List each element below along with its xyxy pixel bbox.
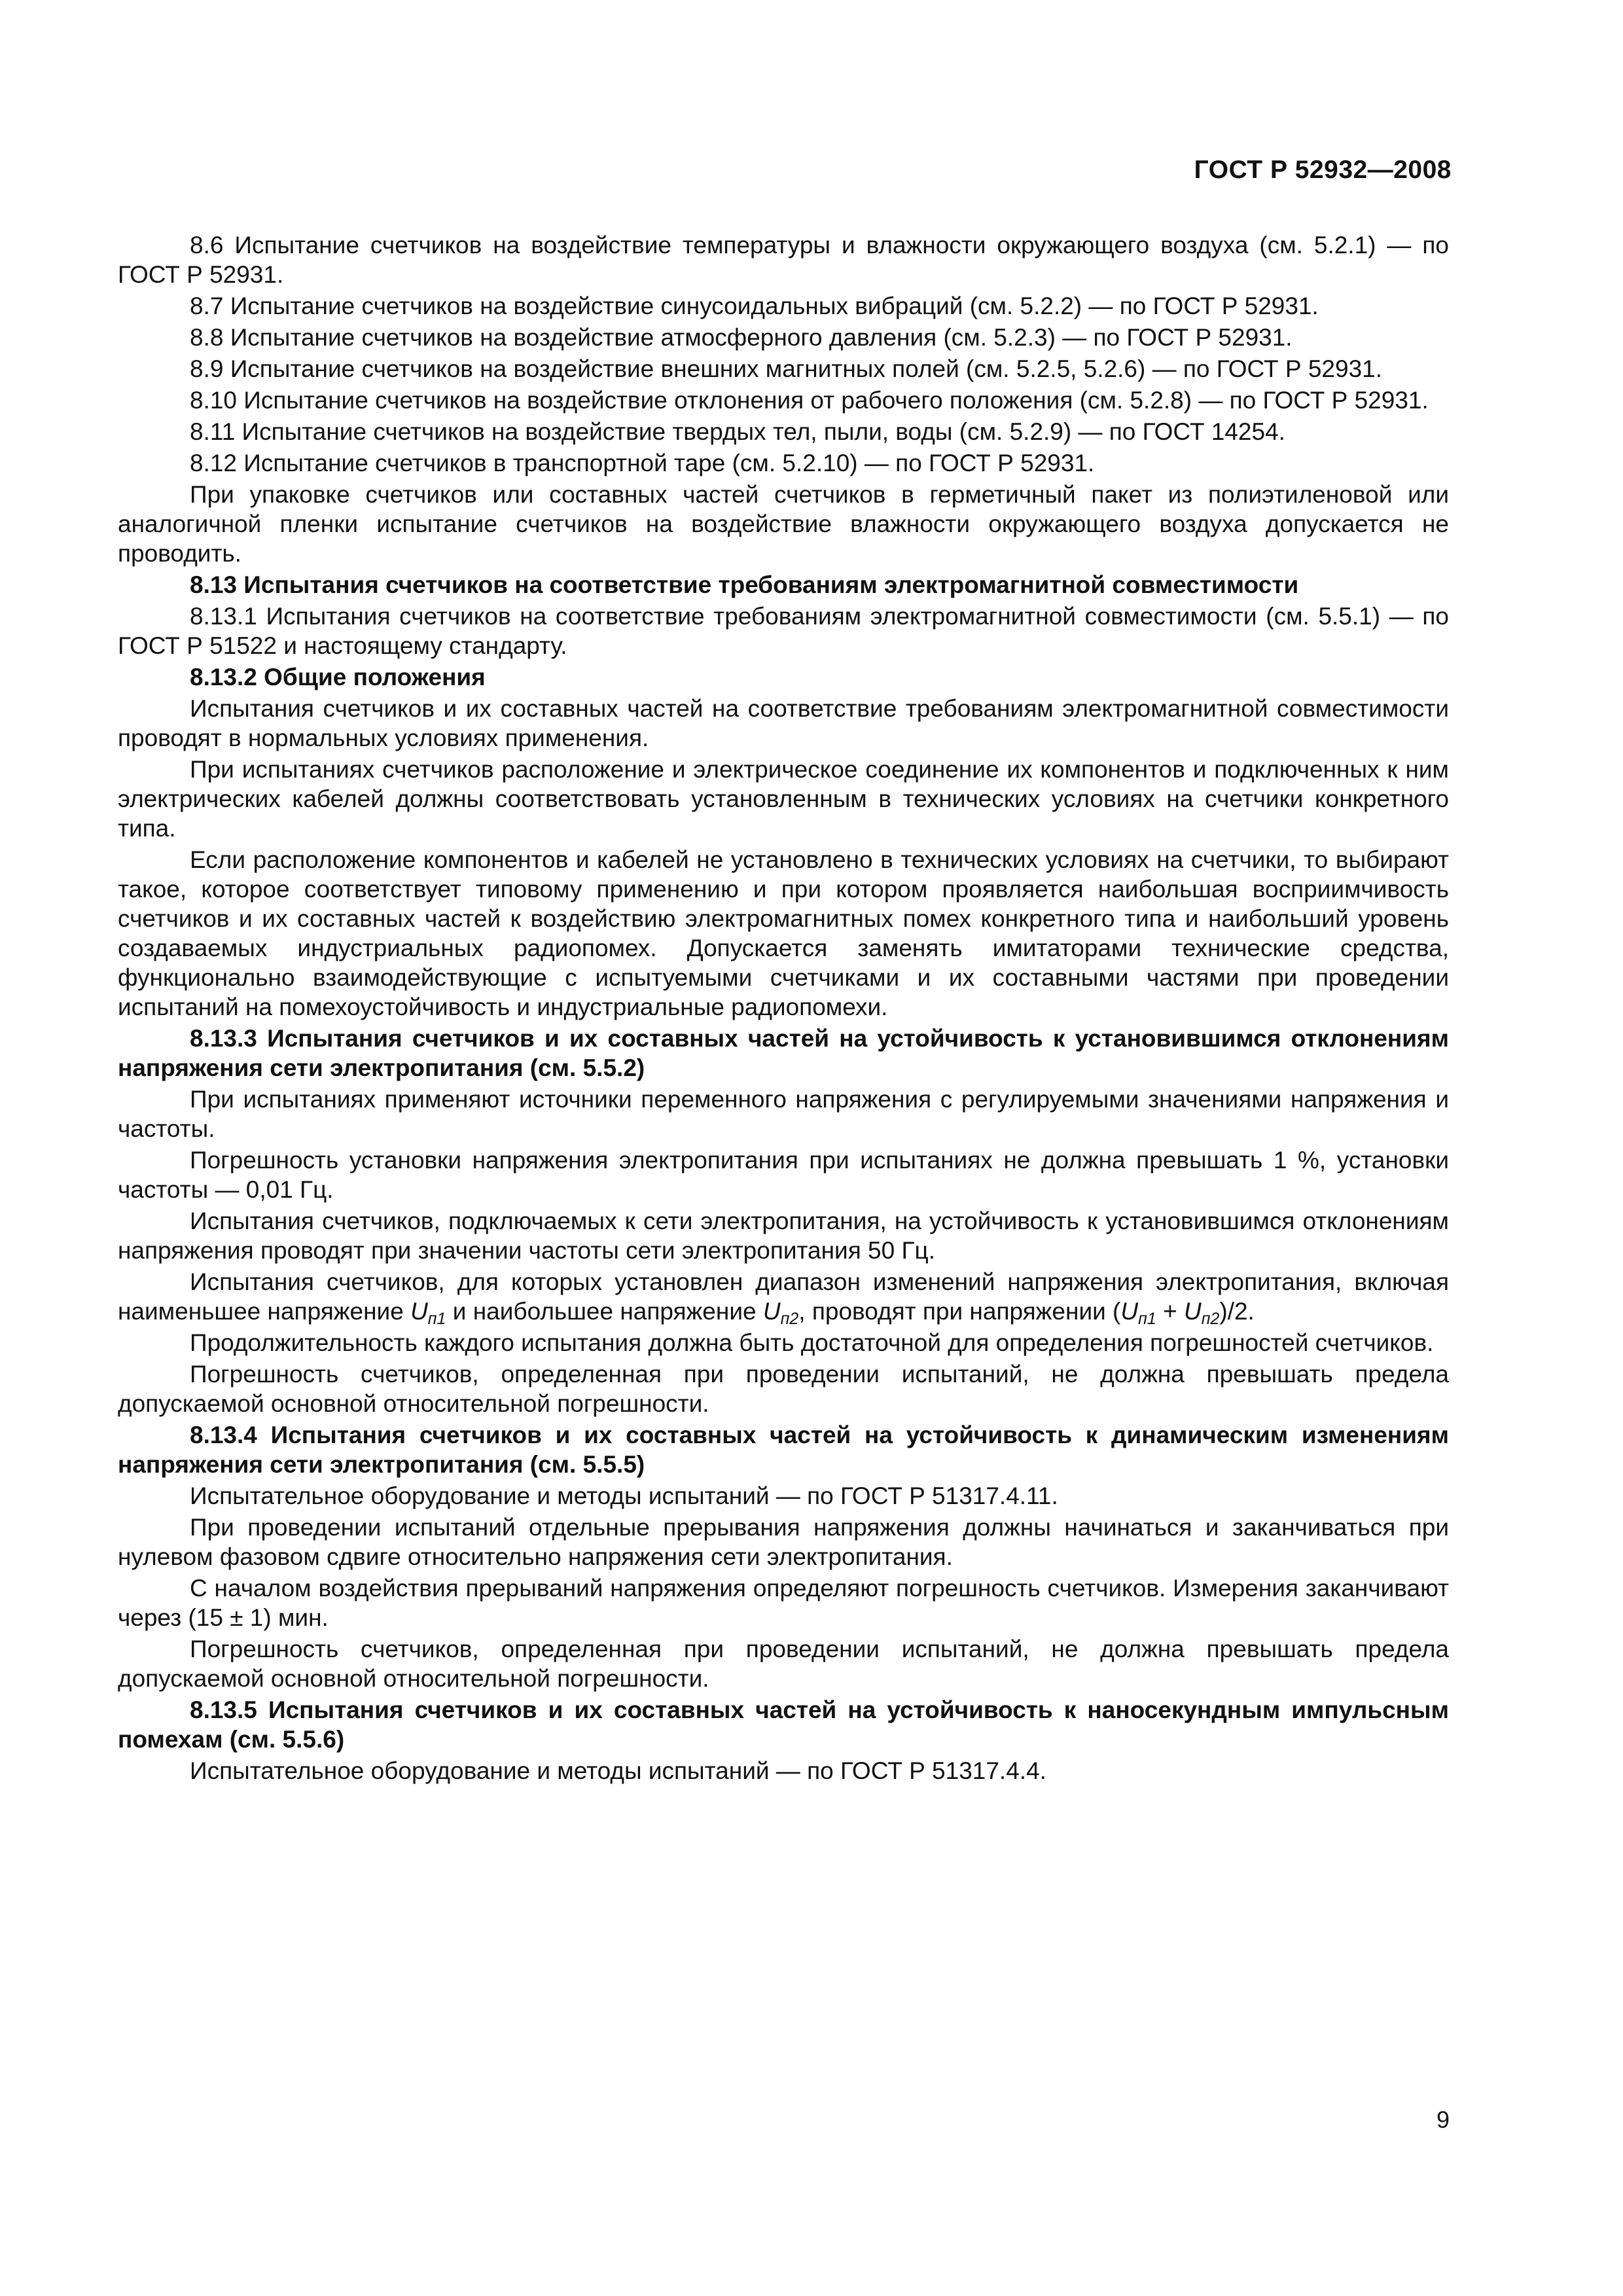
formula-text-2: и наибольшее напряжение	[446, 1298, 763, 1325]
clause-8-10: 8.10 Испытание счетчиков на воздействие отклонения от рабочего положения (см. 5.2.8) — по ГОСТ Р 52931.	[190, 387, 1429, 414]
clause-8-9: 8.9 Испытание счетчиков на воздействие внешних магнитных полей (см. 5.2.5, 5.2.6) — по ГОСТ Р 52931.	[190, 355, 1383, 382]
voltage-formula-paragraph	[118, 1267, 1449, 1326]
section-heading-8-13-2: 8.13.2 Общие положения	[190, 664, 486, 691]
voltage-paragraph-1: При испытаниях применяют источники переменного напряжения с регулируемыми значениями напряжения и частоты.	[118, 1086, 1449, 1142]
formula-text-3: , проводят при напряжении (	[798, 1298, 1121, 1325]
section-heading-8-13-5: 8.13.5 Испытания счетчиков и их составных частей на устойчивость к наносекундным импульсным помехам (см. 5.5.6)	[118, 1696, 1449, 1753]
formula-text-4: )/2.	[1219, 1298, 1255, 1325]
error-paragraph-2: Погрешность счетчиков, определенная при проведении испытаний, не должна превышать предела допускаемой основной относительной погрешности.	[118, 1636, 1449, 1692]
voltage-paragraph-3: Испытания счетчиков, подключаемых к сети электропитания, на устойчивость к установившимся отклонениям напряжения проводят при значении частоты сети электропитания 50 Гц.	[118, 1208, 1449, 1264]
clause-8-8: 8.8 Испытание счетчиков на воздействие атмосферного давления (см. 5.2.3) — по ГОСТ Р 52931.	[190, 324, 1293, 351]
voltage-paragraph-2: Погрешность установки напряжения электропитания при испытаниях не должна превышать 1 %, установки частоты — 0,01 Гц.	[118, 1147, 1449, 1203]
clause-8-6: 8.6 Испытание счетчиков на воздействие температуры и влажности окружающего воздуха (см. 5.2.1) — по ГОСТ Р 52931.	[118, 232, 1449, 288]
document-header: ГОСТ Р 52932—2008	[1194, 156, 1452, 184]
dips-paragraph-3: С началом воздействия прерываний напряжения определяют погрешность счетчиков. Измерения заканчивают через (15 ± 1) мин.	[118, 1575, 1449, 1631]
dips-paragraph-1: Испытательное оборудование и методы испытаний — по ГОСТ Р 51317.4.11.	[190, 1482, 1058, 1509]
page-number: 9	[1436, 2106, 1450, 2133]
formula-plus: +	[1156, 1298, 1184, 1325]
clause-8-13-1: 8.13.1 Испытания счетчиков на соответствие требованиям электромагнитной совместимости (см. 5.5.1) — по ГОСТ Р 51522 и настоящему стандарту.	[118, 603, 1449, 659]
voltage-symbol: U	[1120, 1298, 1139, 1325]
voltage-subscript-min: п1	[1138, 1310, 1156, 1328]
document-body	[118, 230, 1449, 1787]
clause-8-12: 8.12 Испытание счетчиков в транспортной таре (см. 5.2.10) — по ГОСТ Р 52931.	[190, 450, 1095, 476]
voltage-symbol: U	[762, 1298, 781, 1325]
voltage-subscript-max: п2	[1201, 1310, 1220, 1328]
general-paragraph-1: Испытания счетчиков и их составных частей на соответствие требованиям электромагнитной совместимости проводят в нормальных условиях применения.	[118, 695, 1449, 751]
section-heading-8-13-4: 8.13.4 Испытания счетчиков и их составных частей на устойчивость к динамическим изменениям напряжения сети электропитания (см. 5.5.5)	[118, 1422, 1449, 1478]
voltage-subscript-max: п2	[780, 1310, 799, 1328]
burst-paragraph-1: Испытательное оборудование и методы испытаний — по ГОСТ Р 51317.4.4.	[190, 1757, 1046, 1784]
dips-paragraph-2: При проведении испытаний отдельные прерывания напряжения должны начинаться и заканчиваться при нулевом фазовом сдвиге относительно напряжения сети электропитания.	[118, 1514, 1449, 1570]
voltage-subscript-min: п1	[427, 1310, 446, 1328]
clause-8-11: 8.11 Испытание счетчиков на воздействие твердых тел, пыли, воды (см. 5.2.9) — по ГОСТ 14254.	[190, 418, 1285, 445]
general-paragraph-3: Если расположение компонентов и кабелей не установлено в технических условиях на счетчики, то выбирают такое, которое соответствует типовому применению и при котором проявляется наибольшая восприимчивость счетчиков и их составных частей к воздействию электромагнитных помех конкретного типа и наибольший уровень создаваемых индустриальных радиопомех. Допускается заменять имитаторами технические средства, функционально взаимодействующие с испытуемыми счетчиками и их составными частями при проведении испытаний на помехоустойчивость и индустриальные радиопомехи.	[118, 846, 1449, 1020]
section-heading-8-13: 8.13 Испытания счетчиков на соответствие требованиям электромагнитной совместимости	[190, 571, 1299, 598]
clause-8-7: 8.7 Испытание счетчиков на воздействие синусоидальных вибраций (см. 5.2.2) — по ГОСТ Р 52931.	[190, 293, 1319, 319]
general-paragraph-2: При испытаниях счетчиков расположение и электрическое соединение их компонентов и подключенных к ним электрических кабелей должны соответствовать установленным в технических условиях на счетчики конкретного типа.	[118, 756, 1449, 842]
voltage-symbol: U	[410, 1298, 428, 1325]
formula-text-1: Испытания счетчиков, для которых установлен диапазон изменений напряжения электропитания, включая наименьшее напряжение	[118, 1268, 1449, 1325]
duration-paragraph: Продолжительность каждого испытания должна быть достаточной для определения погрешностей счетчиков.	[190, 1329, 1434, 1356]
section-heading-8-13-3: 8.13.3 Испытания счетчиков и их составных частей на устойчивость к установившимся отклонениям напряжения сети электропитания (см. 5.5.2)	[118, 1025, 1449, 1081]
error-paragraph-1: Погрешность счетчиков, определенная при проведении испытаний, не должна превышать предела допускаемой основной относительной погрешности.	[118, 1361, 1449, 1417]
packaging-note: При упаковке счетчиков или составных частей счетчиков в герметичный пакет из полиэтиленовой или аналогичной пленки испытание счетчиков на воздействие влажности окружающего воздуха допускается не проводить.	[118, 481, 1449, 567]
voltage-symbol: U	[1183, 1298, 1202, 1325]
